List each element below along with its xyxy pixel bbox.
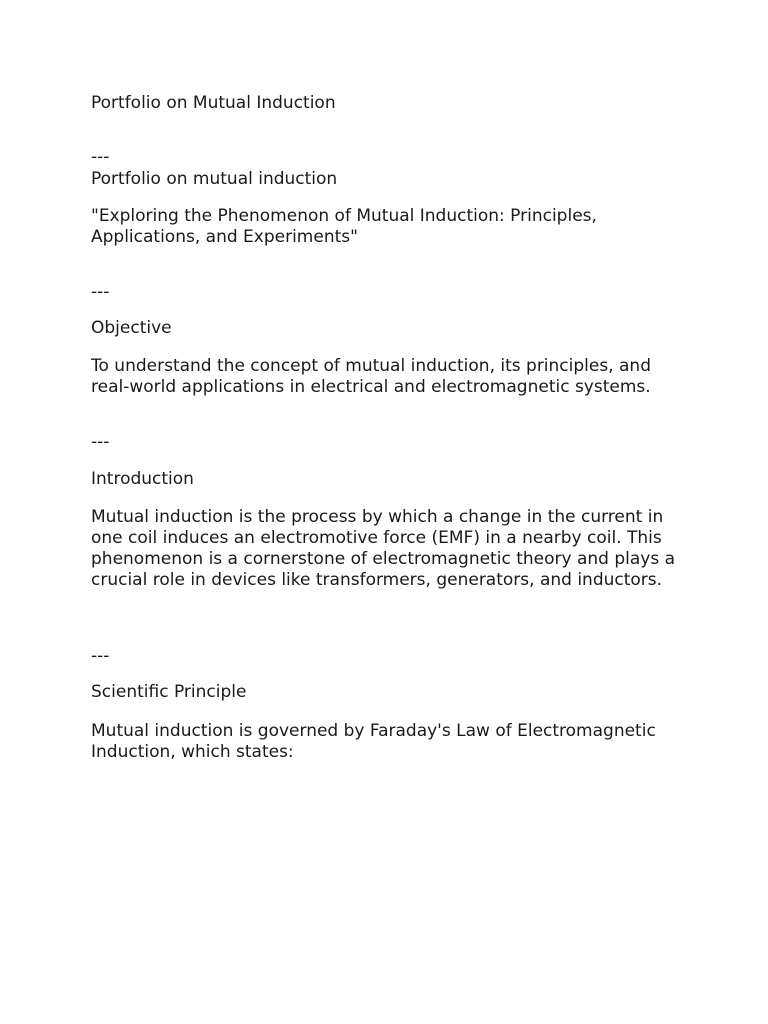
document-quote: "Exploring the Phenomenon of Mutual Induction: Principles, Applications, and Experiments": [91, 206, 603, 247]
objective-heading: Objective: [91, 318, 172, 338]
scientific-principle-text: Mutual induction is governed by Faraday's Law of Electromagnetic Induction, which states:: [91, 721, 662, 762]
scientific-principle-heading: Scientific Principle: [91, 682, 247, 702]
separator: ---: [91, 432, 110, 452]
introduction-text: Mutual induction is the process by which a change in the current in one coil induces an electromotive force (EMF) in a nearby coil. This phenomenon is a cornerstone of electromagnetic theory and plays a crucial role in devices like transformers, generators, and inductors.: [91, 507, 681, 590]
separator: ---: [91, 282, 110, 302]
document-title: Portfolio on Mutual Induction: [91, 93, 336, 113]
separator: ---: [91, 646, 110, 666]
separator: ---: [91, 147, 110, 167]
document-subtitle: Portfolio on mutual induction: [91, 169, 338, 189]
introduction-heading: Introduction: [91, 469, 194, 489]
objective-text: To understand the concept of mutual induction, its principles, and real-world applications in electrical and electromagnetic systems.: [91, 356, 657, 397]
